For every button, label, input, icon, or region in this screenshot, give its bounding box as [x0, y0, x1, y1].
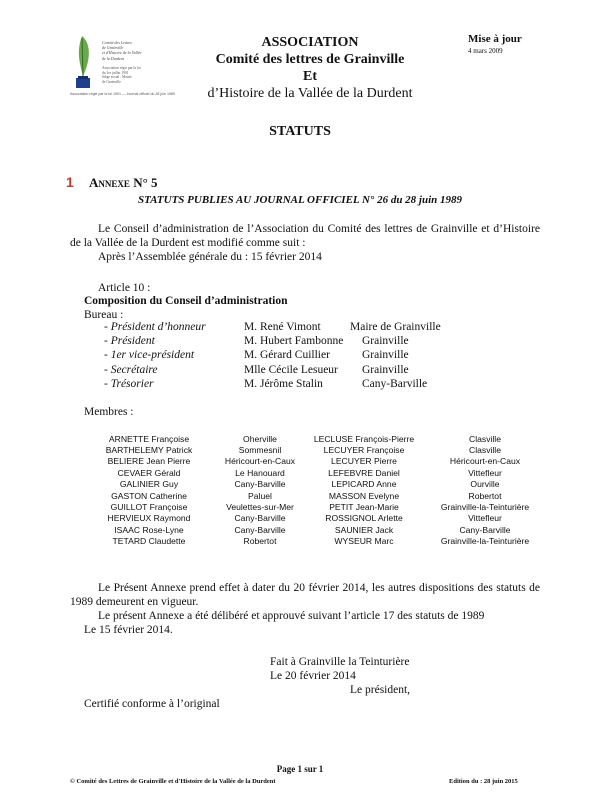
member-town: Cany-Barville [234, 479, 286, 490]
quill-inkwell-icon [68, 34, 98, 92]
member-name: GASTON Catherine [111, 490, 187, 501]
logo-subtext: Association régie par la loi du 1er juillet 1901 Siège social : Mairie de Grainville [102, 66, 141, 84]
table-row [80, 444, 544, 455]
bureau-role: - Secrétaire [104, 363, 158, 376]
assembly-date: Après l’Assemblée générale du : 15 février 2014 [98, 251, 322, 263]
members-table [80, 433, 544, 547]
header-line-3: Et [303, 69, 317, 84]
effect-paragraph: Le Présent Annexe prend effet à dater du 20 février 2014, les autres dispositions des statuts de 1989 demeurent en vigueur. [70, 582, 540, 608]
member-name: ISAAC Rose-Lyne [114, 524, 184, 535]
member-name: LECUYER Françoise [323, 445, 405, 456]
annexe-title: Annexe N° 5 [89, 175, 158, 190]
bureau-row [104, 364, 441, 378]
approval-date: Le 15 février 2014. [84, 624, 173, 636]
member-name: BELIERE Jean Pierre [107, 456, 191, 467]
member-town: Grainville-la-Teinturière [440, 502, 530, 513]
bureau-place: Grainville [362, 363, 409, 376]
member-town: Héricourt-en-Caux [224, 456, 296, 467]
header-line-2: Comité des lettres de Grainville [215, 52, 405, 67]
page-number: Page 1 sur 1 [276, 764, 324, 774]
bureau-name: M. Jérôme Stalin [244, 377, 323, 390]
table-row [80, 524, 544, 535]
member-name: ROSSIGNOL Arlette [325, 513, 403, 524]
logo-caption: Association régie par la loi 1901 — Journal officiel du 28 juin 1989 [70, 92, 176, 96]
signature-signer: Le président, [350, 684, 411, 696]
bureau-place: Maire de Grainville [350, 321, 441, 333]
header-line-1: ASSOCIATION [261, 35, 359, 50]
bureau-name: M. Gérard Cuillier [244, 349, 330, 362]
table-row [80, 456, 544, 467]
member-town: Veulettes-sur-Mer [226, 502, 294, 513]
bureau-row [104, 349, 441, 363]
signature-place: Fait à Grainville la Teinturière [270, 656, 410, 668]
member-town: Clasville [469, 433, 501, 444]
member-town: Grainville-la-Teinturière [440, 536, 530, 547]
member-name: ARNETTE Françoise [108, 433, 190, 444]
table-row [80, 467, 544, 478]
member-name: LECLUSE François-Pierre [313, 433, 415, 444]
member-name: GUILLOT Françoise [110, 502, 188, 513]
member-town: Cany-Barville [234, 513, 286, 524]
table-row [80, 501, 544, 512]
document-header [180, 34, 440, 102]
bureau-row [104, 335, 441, 349]
member-name: LEFEBVRE Daniel [328, 467, 400, 478]
table-row [80, 479, 544, 490]
member-name: PETIT Jean-Marie [329, 502, 399, 513]
footer-copyright: © Comité des Lettres de Grainville et d'Histoire de la Vallée de la Durdent [70, 778, 276, 785]
footer-edition: Edition du : 28 juin 2015 [449, 778, 518, 785]
article-label: Article 10 : [98, 282, 151, 294]
member-town: Robertot [468, 490, 502, 501]
member-name: LEPICARD Anne [331, 479, 397, 490]
update-date: 4 mars 2009 [468, 47, 503, 55]
annexe-number: 1 [66, 174, 74, 190]
member-town: Sommesnil [238, 445, 282, 456]
member-town: Héricourt-en-Caux [449, 456, 521, 467]
logo-text: Comité des Lettres de Grainville et d'Histoire de la Vallée de la Durdent [102, 40, 142, 61]
member-name: SAUNIER Jack [334, 524, 394, 535]
member-town: Oherville [243, 433, 277, 444]
composition-heading: Composition du Conseil d’administration [84, 295, 288, 307]
table-row [80, 490, 544, 501]
annexe-heading [66, 174, 158, 191]
bureau-place: Grainville [362, 335, 409, 348]
table-row [80, 513, 544, 524]
bureau-row [104, 321, 441, 335]
bureau-table [104, 321, 441, 392]
member-name: HERVIEUX Raymond [107, 513, 191, 524]
member-name: GALINIER Guy [119, 479, 179, 490]
table-row [80, 433, 544, 444]
bureau-role: - 1er vice-président [104, 349, 195, 362]
member-town: Le Hanouard [235, 467, 285, 478]
bureau-row [104, 378, 441, 392]
header-line-4: d’Histoire de la Vallée de la Durdent [207, 86, 413, 101]
bureau-role: - Président [104, 335, 155, 348]
member-town: Vittefleur [468, 513, 502, 524]
member-name: MASSON Evelyne [328, 490, 400, 501]
bureau-place: Cany-Barville [362, 377, 428, 390]
update-notice [468, 33, 522, 57]
publication-reference: STATUTS PUBLIES AU JOURNAL OFFICIEL N° 26 du 28 juin 1989 [137, 194, 463, 206]
bureau-role: - Trésorier [104, 377, 154, 390]
member-town: Clasville [469, 445, 501, 456]
member-name: TETARD Claudette [112, 536, 186, 547]
member-town: Paluel [248, 490, 272, 501]
bureau-role: - Président d’honneur [104, 321, 206, 333]
member-town: Cany-Barville [234, 524, 286, 535]
bureau-label: Bureau : [84, 309, 124, 321]
member-town: Vittefleur [468, 467, 502, 478]
bureau-name: M. René Vimont [244, 321, 321, 333]
update-label: Mise à jour [468, 33, 522, 45]
member-town: Ourville [470, 479, 500, 490]
approval-paragraph: Le présent Annexe a été délibéré et approuvé suivant l’article 17 des statuts de 1989 [98, 610, 485, 622]
document-title: STATUTS [269, 124, 331, 139]
member-name: BARTHELEMY Patrick [105, 445, 193, 456]
intro-paragraph: Le Conseil d’administration de l’Association du Comité des lettres de Grainville et d’Histoire de la Vallée de la Durdent est modifié comme suit : [70, 223, 540, 249]
bureau-name: M. Hubert Fambonne [244, 335, 344, 348]
signature-date: Le 20 février 2014 [270, 670, 356, 682]
member-name: WYSEUR Marc [334, 536, 394, 547]
member-name: LECUYER Pierre [331, 456, 397, 467]
bureau-place: Grainville [362, 349, 409, 362]
certified-statement: Certifié conforme à l’original [84, 698, 220, 710]
members-label: Membres : [84, 406, 134, 418]
association-logo [68, 34, 176, 102]
bureau-name: Mlle Cécile Lesueur [244, 363, 338, 376]
member-town: Robertot [243, 536, 277, 547]
member-name: CEVAER Gérald [117, 467, 181, 478]
member-town: Cany-Barville [459, 524, 511, 535]
table-row [80, 536, 544, 547]
